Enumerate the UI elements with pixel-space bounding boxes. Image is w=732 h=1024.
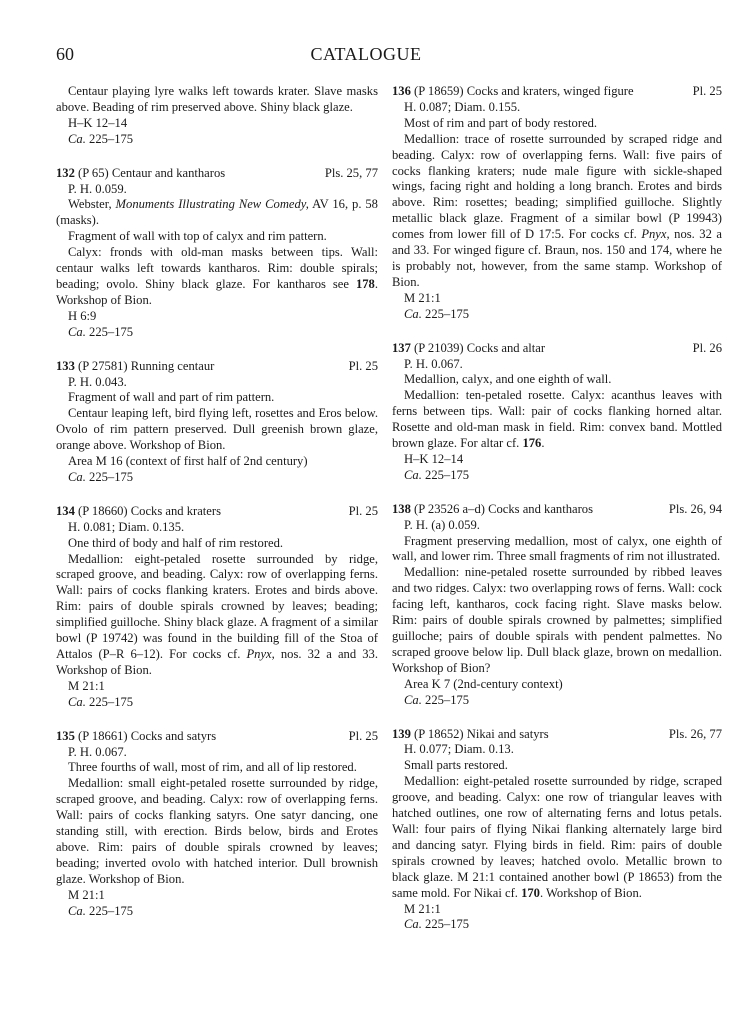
entry-date: Ca. 225–175 (68, 324, 134, 339)
entry-dimensions: P. H. (a) 0.059. (404, 517, 480, 532)
entry-plates: Pl. 25 (348, 503, 378, 518)
entry-plates: Pl. 25 (348, 728, 378, 743)
entry-preservation: Fragment of wall with top of calyx and rim pattern. (68, 229, 327, 244)
page-number: 60 (56, 44, 74, 64)
entry-date: Ca. 225–175 (404, 306, 470, 321)
entry-location: Area M 16 (context of first half of 2nd century) (68, 454, 308, 469)
entry-number: 138 (392, 501, 411, 516)
entry-plates: Pl. 26 (692, 340, 722, 355)
entry-preservation: Medallion, calyx, and one eighth of wall. (404, 372, 612, 387)
entry-title: (P 18661) Cocks and satyrs (78, 728, 217, 743)
entry-number: 139 (392, 726, 411, 741)
entry-date: Ca. 225–175 (68, 903, 134, 918)
entry-description: Medallion: trace of rosette surrounded by scraped ridge and beading. Calyx: row of overlapping ferns. Wall: five pairs of cocks flanking kraters; nude male figure with sickle-shaped wings, facing right and holding a long branch. Erotes and birds above. Rim: rosettes; beading; simplified guilloche. Slightly metallic black glaze. Fragment of a similar bowl (P 19943) comes from lower fill of D 17:5. For cocks cf. Pnyx, nos. 32 a and 33. For winged figure cf. Braun, nos. 150 and 174, where he is probably not, however, from the same stamp. Workshop of Bion. (392, 131, 722, 289)
entry-description: Medallion: nine-petaled rosette surrounded by ribbed leaves and two ridges. Calyx: two overlapping rows of ferns. Wall: cock facing left, kantharos, cock facing right. Slave masks below. Rim: pairs of double spirals crowned by palmettes; simplified guilloche; pairs of double spirals with pendent palmettes. No scraped groove below lip. Dull black glaze, brown on medallion. Workshop of Bion? (392, 565, 722, 675)
entry-date: Ca. 225–175 (404, 917, 470, 932)
right-column (392, 84, 722, 933)
entry-location: M 21:1 (68, 678, 105, 693)
entry-description: Calyx: fronds with old-man masks between tips. Wall: centaur walks left towards kantharos. Rim: double spirals; beading; ovolo. Shiny black glaze. For kantharos see 178. Workshop of Bion. (56, 245, 378, 307)
entry-location: H 6:9 (68, 308, 97, 323)
entry-location: M 21:1 (68, 887, 105, 902)
entry-number: 133 (56, 358, 75, 373)
running-title: CATALOGUE (310, 44, 422, 64)
entry-location: H–K 12–14 (404, 451, 464, 466)
entry-title: (P 21039) Cocks and altar (414, 340, 546, 355)
entry-136 (392, 84, 722, 323)
entry-date: Ca. 225–175 (404, 467, 470, 482)
entry-heading (56, 359, 378, 375)
entry-dimensions: P. H. 0.067. (404, 356, 463, 371)
entry-number: 135 (56, 728, 75, 743)
entry-number: 136 (392, 84, 411, 98)
entry-138 (392, 502, 722, 709)
entry-137 (392, 341, 722, 484)
entry-heading (392, 84, 722, 100)
entry-reference: Webster, Monuments Illustrating New Comedy, AV 16, p. 58 (masks). (56, 197, 378, 228)
entry-date: Ca. 225–175 (404, 692, 470, 707)
entry-title: (P 18652) Nikai and satyrs (414, 726, 549, 741)
entry-131-continued (56, 84, 378, 148)
entry-heading (56, 166, 378, 182)
entry-location: M 21:1 (404, 901, 441, 916)
page-header (0, 44, 732, 70)
entry-title: (P 18660) Cocks and kraters (78, 503, 221, 518)
entry-dimensions: H. 0.077; Diam. 0.13. (404, 742, 514, 757)
entry-dimensions: P. H. 0.067. (68, 744, 127, 759)
entry-preservation: Small parts restored. (404, 758, 508, 773)
entry-number: 132 (56, 165, 75, 180)
entry-132 (56, 166, 378, 341)
entry-location: H–K 12–14 (68, 115, 128, 130)
entry-title: (P 27581) Running centaur (78, 358, 215, 373)
entry-date: Ca. 225–175 (68, 469, 134, 484)
entry-dimensions: P. H. 0.059. (68, 181, 127, 196)
entry-139 (392, 727, 722, 934)
entry-heading (392, 502, 722, 518)
entry-dimensions: P. H. 0.043. (68, 374, 127, 389)
entry-preservation: Three fourths of wall, most of rim, and all of lip restored. (68, 760, 357, 775)
entry-location: M 21:1 (404, 290, 441, 305)
entry-preservation: Most of rim and part of body restored. (404, 115, 598, 130)
entry-description: Centaur playing lyre walks left towards krater. Slave masks above. Beading of rim preserved above. Shiny black glaze. (56, 84, 378, 114)
entry-plates: Pls. 26, 77 (668, 726, 722, 741)
entry-preservation: Fragment of wall and part of rim pattern. (68, 390, 275, 405)
entry-plates: Pl. 25 (692, 84, 722, 98)
entry-description: Medallion: small eight-petaled rosette surrounded by ridge, scraped groove, and beading. Calyx: row of overlapping ferns. Wall: pairs of cocks flanking satyrs. One satyr dancing, one standing still, with erection. Birds below, birds and Erotes above. Rim: pairs of double spirals crowned by leaves; beading; inverted ovolo with hatched interior. Dull brownish glaze. Workshop of Bion. (56, 776, 378, 886)
entry-134 (56, 504, 378, 711)
entry-title: (P 18659) Cocks and kraters, winged figure (414, 84, 634, 98)
entry-heading (56, 729, 378, 745)
entry-heading (56, 504, 378, 520)
left-column (56, 84, 378, 920)
entry-description: Medallion: eight-petaled rosette surrounded by ridge, scraped groove, and beading. Calyx: one row of triangular leaves with hatched outlines, one row of alternating ferns and lotus petals. Wall: four pairs of flying Nikai flanking alternately large bird and dancing satyr. Flying birds in field. Rim: pairs of double spirals crowned by leaves; hatched ovolo. Metallic brown to black glaze. M 21:1 contained another bowl (P 18653) from the same mold. For Nikai cf. 170. Workshop of Bion. (392, 774, 722, 900)
entry-plates: Pl. 25 (348, 358, 378, 373)
entry-title: (P 23526 a–d) Cocks and kantharos (414, 501, 594, 516)
entry-plates: Pls. 25, 77 (324, 165, 378, 180)
entry-135 (56, 729, 378, 920)
entry-number: 134 (56, 503, 75, 518)
entry-133 (56, 359, 378, 486)
entry-heading (392, 727, 722, 743)
entry-heading (392, 341, 722, 357)
entry-preservation: One third of body and half of rim restored. (68, 535, 284, 550)
entry-number: 137 (392, 340, 411, 355)
entry-date: Ca. 225–175 (68, 694, 134, 709)
entry-title: (P 65) Centaur and kantharos (78, 165, 226, 180)
entry-location: Area K 7 (2nd-century context) (404, 676, 563, 691)
entry-plates: Pls. 26, 94 (668, 501, 722, 516)
entry-dimensions: H. 0.087; Diam. 0.155. (404, 99, 521, 114)
entry-description: Medallion: ten-petaled rosette. Calyx: acanthus leaves with ferns between tips. Wall: pair of cocks flanking horned altar. Rosette and old-man mask in field. Rim: convex band. Mottled brown glaze. For altar cf. 176. (392, 388, 722, 451)
entry-preservation: Fragment preserving medallion, most of calyx, one eighth of wall, and lower rim. Three small fragments of rim not illustrated. (392, 533, 722, 564)
entry-date: Ca. 225–175 (68, 131, 134, 146)
entry-dimensions: H. 0.081; Diam. 0.135. (68, 519, 185, 534)
entry-description: Centaur leaping left, bird flying left, rosettes and Eros below. Ovolo of rim pattern preserved. Dull greenish brown glaze, orange above. Workshop of Bion. (56, 406, 378, 453)
entry-description: Medallion: eight-petaled rosette surrounded by ridge, scraped groove, and beading. Calyx: row of overlapping ferns. Wall: pairs of cocks flanking kraters. Erotes and birds above. Rim: pairs of double spirals crowned by leaves; beading; simplified guilloche. Shiny black glaze. A fragment of a similar bowl (P 19742) was found in the building fill of the Stoa of Attalos (P–R 6–12). For cocks cf. Pnyx, nos. 32 a and 33. Workshop of Bion. (56, 551, 378, 677)
